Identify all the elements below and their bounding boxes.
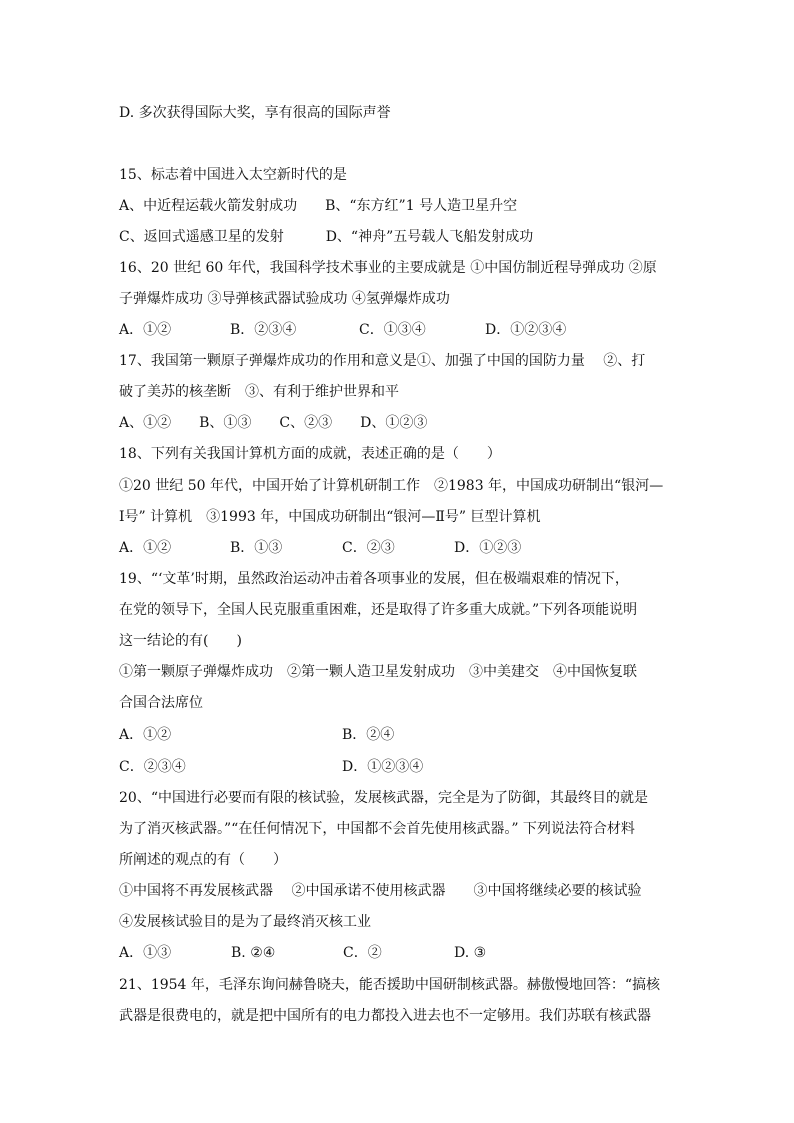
q20-option-b: B. ②④ bbox=[231, 945, 276, 961]
q14-option-d: D. 多次获得国际大奖，享有很高的国际声誉 bbox=[119, 105, 391, 121]
q16-stem-cont: 子弹爆炸成功 ③导弹核武器试验成功 ④氢弹爆炸成功 bbox=[119, 291, 450, 307]
q19-option-c: C．②③④ bbox=[119, 759, 186, 775]
q19-option-a: A．①② bbox=[119, 727, 172, 743]
q20-option-c: C．② bbox=[343, 945, 382, 961]
q17-stem: 17、我国第一颗原子弹爆炸成功的作用和意义是①、加强了中国的国防力量 ②、打 bbox=[119, 353, 646, 369]
q16-option-a: A．①② bbox=[119, 322, 172, 338]
q19-stem-cont: 在党的领导下，全国人民克服重重困难，还是取得了许多重大成就。”下列各项能说明 bbox=[119, 602, 638, 618]
q18-stem: 18、下列有关我国计算机方面的成就，表述正确的是（ ） bbox=[119, 446, 501, 462]
q20-option-a: A．①③ bbox=[119, 945, 172, 961]
q19-items: ①第一颗原子弹爆炸成功 ②第一颗人造卫星发射成功 ③中美建交 ④中国恢复联 bbox=[119, 664, 637, 680]
q15-stem: 15、标志着中国进入太空新时代的是 bbox=[119, 167, 347, 183]
q19-stem-cont2: 这一结论的有( ) bbox=[119, 633, 242, 649]
q15-options-ab: A、中近程运载火箭发射成功 B、“东方红”1 号人造卫星升空 bbox=[119, 198, 518, 214]
q19-items-cont: 合国合法席位 bbox=[119, 695, 203, 711]
q19-stem: 19、“‘文革’时期，虽然政治运动冲击着各项事业的发展，但在极端艰难的情况下， bbox=[119, 571, 629, 587]
q18-option-c: C．②③ bbox=[342, 540, 395, 556]
q16-option-b: B．②③④ bbox=[230, 322, 297, 338]
q18-option-a: A．①② bbox=[119, 540, 172, 556]
q18-stem-cont: ①20 世纪 50 年代，中国开始了计算机研制工作 ②1983 年，中国成功研制出“银河— bbox=[119, 478, 664, 494]
q20-stem: 20、“中国进行必要而有限的核试验，发展核武器，完全是为了防御，其最终目的就是 bbox=[119, 790, 648, 806]
q17-options: A、①② B、①③ C、②③ D、①②③ bbox=[119, 415, 428, 431]
q21-stem-cont: 武器是很费电的，就是把中国所有的电力都投入进去也不一定够用。我们苏联有核武器 bbox=[119, 1008, 651, 1024]
q18-option-d: D．①②③ bbox=[454, 540, 522, 556]
q18-stem-cont2: Ⅰ号” 计算机 ③1993 年，中国成功研制出“银河—Ⅱ号” 巨型计算机 bbox=[119, 509, 541, 525]
q20-items: ①中国将不再发展核武器 ②中国承诺不使用核武器 ③中国将继续必要的核试验 bbox=[119, 883, 642, 899]
q20-items-cont: ④发展核试验目的是为了最终消灭核工业 bbox=[119, 914, 371, 930]
q16-stem: 16、20 世纪 60 年代，我国科学技术事业的主要成就是 ①中国仿制近程导弹成功 ②原 bbox=[119, 260, 657, 276]
q20-option-d: D. ③ bbox=[454, 945, 487, 961]
q15-options-cd: C、返回式遥感卫星的发射 D、“神舟”五号载人飞船发射成功 bbox=[119, 229, 534, 245]
q20-stem-cont: 为了消灭核武器。”“在任何情况下，中国都不会首先使用核武器。” 下列说法符合材料 bbox=[119, 821, 635, 837]
q19-option-b: B．②④ bbox=[342, 727, 395, 743]
q16-option-c: C．①③④ bbox=[359, 322, 426, 338]
q21-stem: 21、1954 年，毛泽东询问赫鲁晓夫，能否援助中国研制核武器。赫傲慢地回答：“搞核 bbox=[119, 977, 661, 993]
q16-option-d: D．①②③④ bbox=[485, 322, 567, 338]
q18-option-b: B．①③ bbox=[230, 540, 283, 556]
q17-stem-cont: 破了美苏的核垄断 ③、有利于维护世界和平 bbox=[119, 384, 399, 400]
q19-option-d: D．①②③④ bbox=[342, 759, 424, 775]
q20-stem-cont2: 所阐述的观点的有（ ） bbox=[119, 852, 287, 868]
